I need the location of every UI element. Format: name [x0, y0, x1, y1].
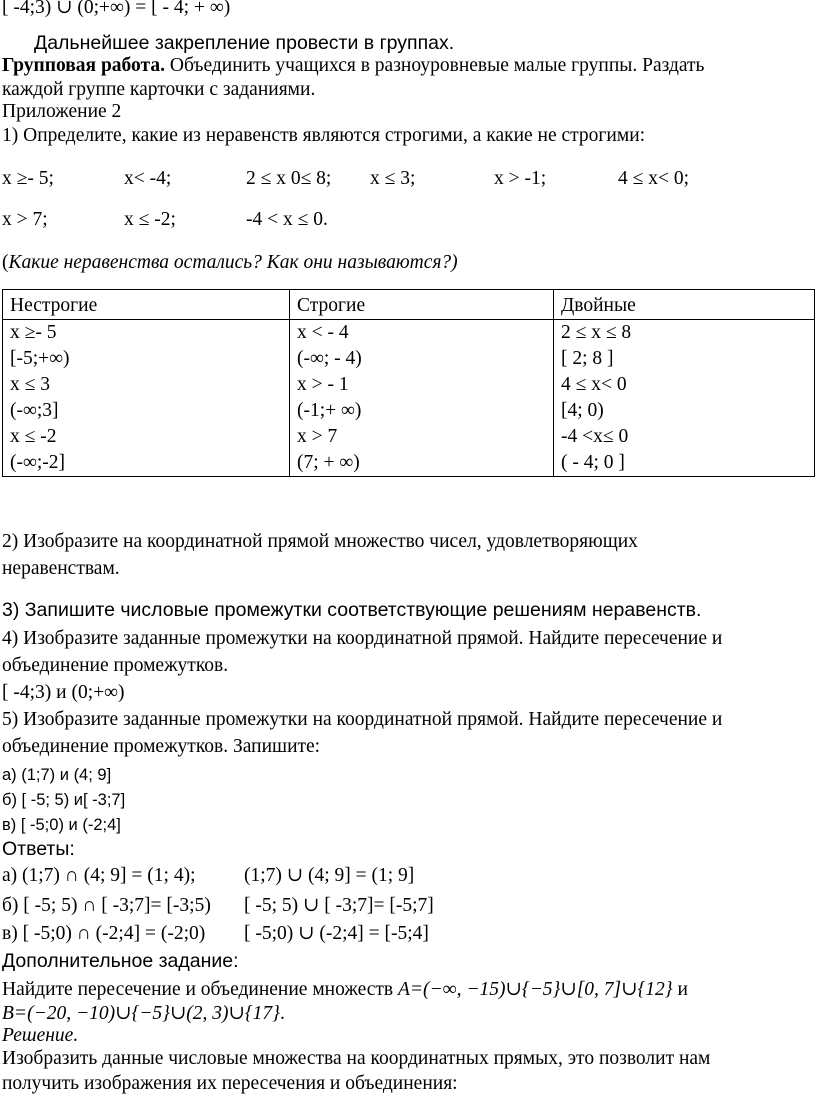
inequality-item: 2 ≤ x 0≤ 8; [246, 168, 332, 189]
question-line [2, 250, 458, 276]
task5-item-a: а) (1;7) и (4; 9] [2, 766, 112, 784]
extra-task-text: Найдите пересечение и объединение множеств [2, 979, 398, 1000]
set-b-expression: B=(−20, −10)∪{−5}∪(2, 3)∪{17} [2, 1003, 280, 1024]
task5-item-b: б) [ -5; 5) и[ -3;7] [2, 791, 126, 809]
group-work-text-line2: каждой группе карточки с заданиями. [2, 79, 316, 100]
cell-text: 4 ≤ x< 0 [561, 374, 627, 395]
task3-line: 3) Запишите числовые промежутки соответствующие решениям неравенств. [2, 599, 702, 621]
inequality-item: x ≤ -2; [124, 209, 176, 230]
inequality-item: 4 ≤ x< 0; [618, 168, 689, 189]
task2-line1: 2) Изобразите на координатной прямой множество чисел, удовлетворяющих [2, 531, 638, 552]
cell-text: ( - 4; 0 ] [561, 452, 625, 473]
answer-b-union: [ -5; 5) ∪ [ -3;7]= [-5;7] [244, 895, 434, 916]
answers-label: Ответы: [2, 838, 75, 860]
inequality-item: -4 < x ≤ 0. [246, 209, 328, 230]
cell-text: [4; 0) [561, 400, 604, 421]
header-double: Двойные [561, 295, 636, 316]
cell-text: x ≥- 5 [10, 322, 57, 343]
cell-text: (-∞;-2] [10, 452, 66, 473]
cell-text: (7; + ∞) [297, 452, 360, 473]
cell-text: x ≤ 3 [10, 374, 50, 395]
task5-line1: 5) Изобразите заданные промежутки на координатной прямой. Найдите пересечение и [2, 709, 723, 730]
table-header-cell [3, 290, 290, 320]
solution-label: Решение. [2, 1025, 79, 1046]
table-header-cell [290, 290, 554, 320]
table-row [3, 320, 815, 477]
answer-c-union: [ -5;0) ∪ (-2;4] = [-5;4] [244, 923, 429, 944]
group-work-label: Групповая работа. [2, 55, 165, 76]
group-work-text: Объединить учащихся в разноуровневые малые группы. Раздать [164, 55, 705, 76]
appendix-heading: Приложение 2 [2, 101, 122, 122]
extra-task-period: . [279, 1003, 285, 1024]
table-cell-double [554, 320, 815, 477]
answer-a-union: (1;7) ∪ (4; 9] = (1; 9] [244, 865, 415, 886]
inequality-classification-table [2, 289, 815, 477]
question-text: Какие неравенства остались? Как они называются?) [8, 252, 458, 273]
cell-text: x > 7 [297, 426, 338, 447]
task4-line1: 4) Изобразите заданные промежутки на координатной прямой. Найдите пересечение и [2, 628, 723, 649]
task5-item-c: в) [ -5;0) и (-2;4] [2, 816, 121, 834]
inequality-item: x ≤ 3; [370, 168, 416, 189]
cell-text: -4 <x≤ 0 [561, 426, 629, 447]
cell-text: (-1;+ ∞) [297, 400, 362, 421]
table-cell-strict [290, 320, 554, 477]
table-cell-nonstrict [3, 320, 290, 477]
header-strict: Строгие [297, 295, 366, 316]
cell-text: [ 2; 8 ] [561, 348, 614, 369]
cell-text: x ≤ -2 [10, 426, 57, 447]
task4-line2: объединение промежутков. [2, 655, 229, 676]
cell-text: 2 ≤ x ≤ 8 [561, 322, 632, 343]
inequality-item: x ≥- 5; [2, 168, 54, 189]
set-a-expression: A=(−∞, −15)∪{−5}∪[0, 7]∪{12} [397, 979, 673, 1000]
answer-c-intersection: в) [ -5;0) ∩ (-2;4] = (-2;0) [2, 923, 206, 944]
cell-text: (-∞; - 4) [297, 348, 362, 369]
cell-text: [-5;+∞) [10, 348, 70, 369]
extra-task-line1 [2, 977, 688, 1003]
solution-line2: получить изображения их пересечения и объединения: [2, 1073, 458, 1094]
solution-line1: Изобразить данные числовые множества на координатных прямых, это позволит нам [2, 1048, 711, 1069]
question-open-paren: ( [2, 252, 9, 273]
header-nonstrict: Нестрогие [10, 295, 98, 316]
task4-intervals: [ -4;3) и (0;+∞) [2, 682, 125, 703]
inequality-item: x< -4; [124, 168, 172, 189]
cell-text: x > - 1 [297, 374, 349, 395]
task2-line2: неравенствам. [2, 558, 120, 579]
answer-a-intersection: а) (1;7) ∩ (4; 9] = (1; 4); [2, 865, 196, 886]
extra-task-and: и [672, 979, 688, 1000]
extra-task-label: Дополнительное задание: [2, 950, 239, 972]
cell-text: x < - 4 [297, 322, 349, 343]
group-reinforce-line: Дальнейшее закрепление провести в группах. [34, 32, 455, 54]
inequality-item: x > -1; [494, 168, 547, 189]
cell-text: (-∞;3] [10, 400, 59, 421]
table-header-row [3, 290, 815, 320]
table-header-cell [554, 290, 815, 320]
task5-line2: объединение промежутков. Запишите: [2, 736, 321, 757]
group-work-paragraph [2, 53, 704, 79]
union-result-line: [ -4;3) ∪ (0;+∞) = [ - 4; + ∞) [2, 0, 231, 18]
inequality-item: x > 7; [2, 209, 48, 230]
answer-b-intersection: б) [ -5; 5) ∩ [ -3;7]= [-3;5) [2, 895, 211, 916]
task1-text: 1) Определите, какие из неравенств являются строгими, а какие не строгими: [2, 125, 646, 146]
